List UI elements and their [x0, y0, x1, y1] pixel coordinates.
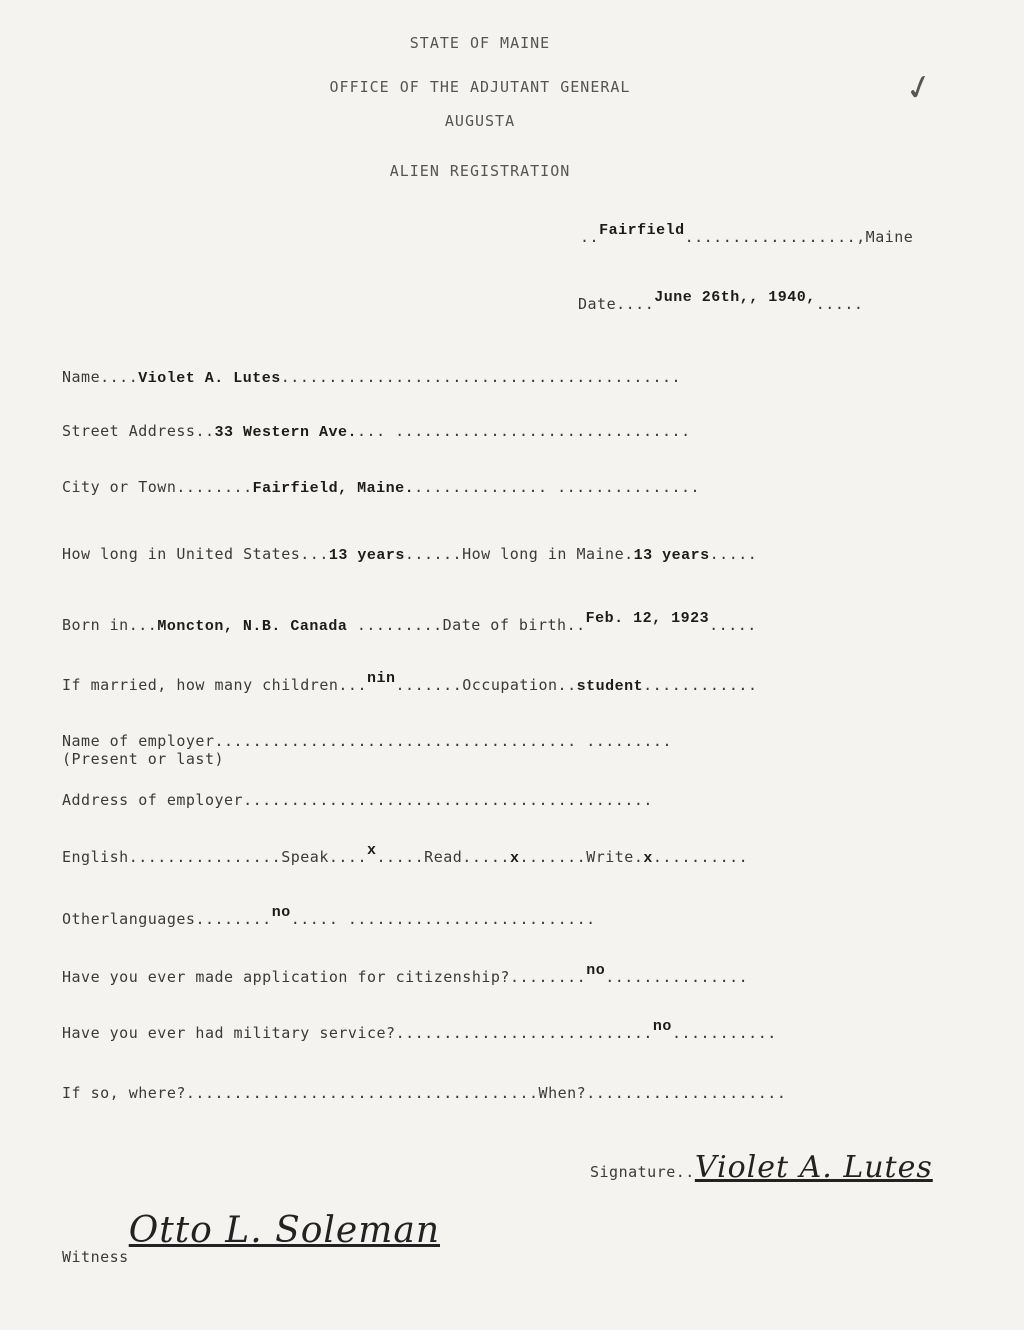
other-languages-value: no [271, 904, 291, 921]
employer-label: Name of employer [62, 732, 215, 750]
witness-label: Witness [62, 1248, 129, 1266]
state-heading: STATE OF MAINE [409, 34, 551, 52]
signature-handwriting: Violet A. Lutes [694, 1150, 933, 1185]
citizenship-value: no [586, 962, 606, 979]
employer-address-label: Address of employer [62, 791, 244, 809]
occupation-value: student [576, 678, 644, 695]
dob-value: Feb. 12, 1923 [585, 610, 710, 627]
check-mark: ✓ [900, 64, 939, 112]
speak-value: x [367, 842, 377, 859]
witness-line [62, 1210, 562, 1266]
street-value: 33 Western Ave. [214, 424, 358, 441]
signature-label: Signature [590, 1163, 676, 1181]
city-line: City or Town........Fairfield, Maine............... ............... [62, 478, 701, 497]
place-line: ..Fairfield..................,Maine [580, 222, 914, 246]
citizenship-line: Have you ever made application for citizenship?........no............... [62, 962, 749, 986]
name-value: Violet A. Lutes [138, 370, 281, 387]
write-label: Write [586, 848, 634, 866]
witness-handwriting: Otto L. Soleman [128, 1210, 441, 1251]
read-label: Read [424, 848, 463, 866]
employer-line: Name of employer...................................... ......... [62, 732, 672, 750]
military-line: Have you ever had military service?...........................no........... [62, 1018, 777, 1042]
place-state: ,Maine [856, 228, 914, 246]
form-title: ALIEN REGISTRATION [389, 162, 571, 180]
children-label: If married, how many children [62, 676, 339, 694]
other-languages-label: Otherlanguages [62, 910, 196, 928]
military-value: no [652, 1018, 672, 1035]
read-value: x [509, 850, 520, 867]
english-label: English [62, 848, 129, 866]
dob-label: Date of birth [442, 616, 567, 634]
birth-line: Born in...Moncton, N.B. Canada .........Date of birth..Feb. 12, 1923..... [62, 610, 757, 635]
street-line: Street Address..33 Western Ave.... ............................... [62, 422, 691, 441]
english-line: English................Speak....x.....Read.....x.......Write.x.......... [62, 842, 749, 867]
street-label: Street Address [62, 422, 196, 440]
signature-line: Signature..Violet A. Lutes [590, 1150, 933, 1185]
us-label: How long in United States [62, 545, 301, 563]
born-label: Born in [62, 616, 129, 634]
speak-label: Speak [281, 848, 329, 866]
children-value: nin [367, 670, 396, 687]
date-label: Date [578, 295, 617, 313]
name-label: Name [62, 368, 101, 386]
employer-sublabel: (Present or last) [62, 750, 225, 768]
where-label: If so, where? [62, 1084, 186, 1102]
when-label: When? [538, 1084, 587, 1102]
children-line: If married, how many children...nin.......Occupation..student............ [62, 670, 758, 695]
us-value: 13 years [328, 547, 405, 564]
maine-label: How long in Maine [462, 545, 625, 563]
city-value: Fairfield, Maine. [252, 480, 415, 497]
city-heading: AUGUSTA [444, 112, 516, 130]
residence-line: How long in United States...13 years......How long in Maine.13 years..... [62, 545, 758, 564]
born-value: Moncton, N.B. Canada [157, 618, 348, 635]
name-line: Name....Violet A. Lutes.......................................... [62, 368, 682, 387]
where-line: If so, where?.....................................When?..................... [62, 1084, 787, 1102]
citizenship-label: Have you ever made application for citizenship? [62, 968, 510, 986]
date-value: June 26th,, 1940, [654, 289, 816, 306]
employer-address-line: Address of employer........................................... [62, 791, 653, 809]
city-label: City or Town [62, 478, 177, 496]
other-languages-line: Otherlanguages........no..... .......................... [62, 904, 596, 928]
military-label: Have you ever had military service? [62, 1024, 396, 1042]
place-town: Fairfield [599, 222, 685, 239]
date-line: Date....June 26th,, 1940,..... [578, 289, 864, 313]
write-value: x [643, 850, 653, 867]
occupation-label: Occupation [462, 676, 558, 694]
maine-value: 13 years [633, 547, 710, 564]
office-heading: OFFICE OF THE ADJUTANT GENERAL [329, 78, 631, 96]
